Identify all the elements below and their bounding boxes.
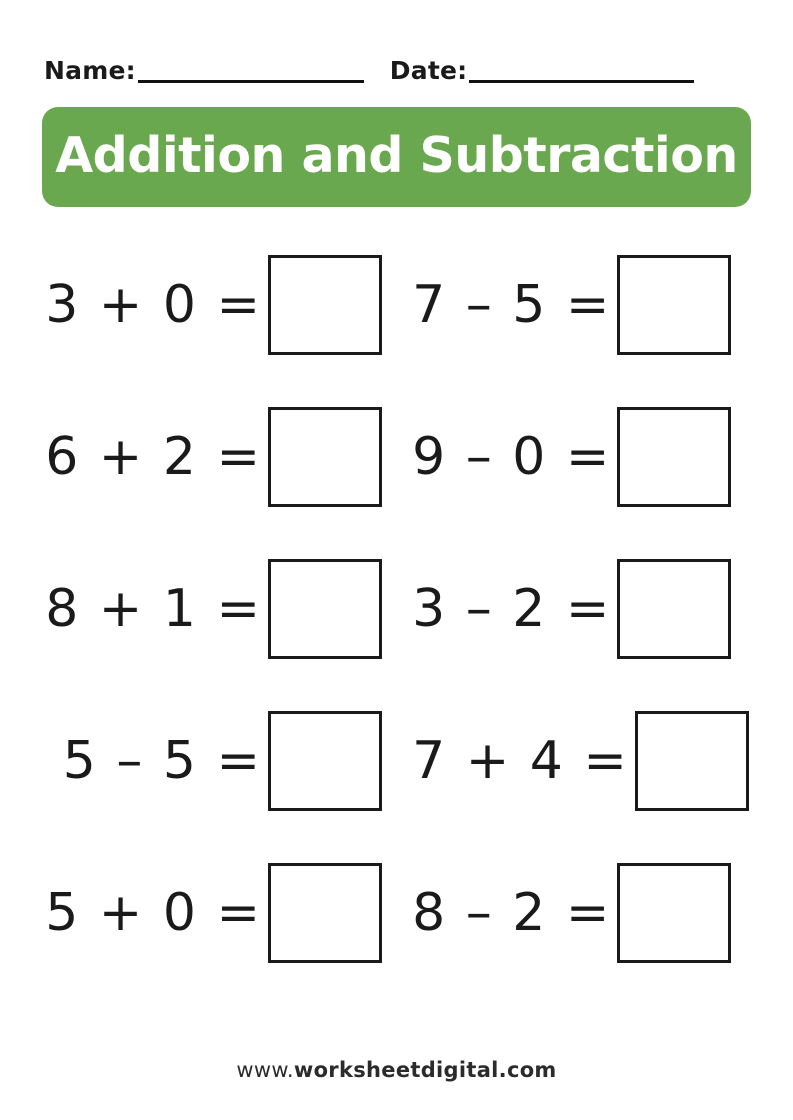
problem-item <box>396 255 749 355</box>
problem-expression: 5 + 0 = <box>45 883 263 943</box>
date-field <box>390 58 695 83</box>
problem-item <box>44 407 396 507</box>
problems-grid <box>0 229 793 989</box>
name-write-line[interactable] <box>138 79 364 83</box>
answer-box[interactable] <box>268 863 382 963</box>
problem-expression: 5 – 5 = <box>62 731 263 791</box>
problem-item <box>396 407 749 507</box>
name-field <box>44 58 364 83</box>
answer-box[interactable] <box>617 407 731 507</box>
problem-expression: 8 – 2 = <box>412 883 612 943</box>
problem-expression: 3 – 2 = <box>412 579 612 639</box>
student-info-row <box>0 0 793 83</box>
footer-url-brand: worksheetdigital.com <box>293 1058 557 1082</box>
answer-box[interactable] <box>635 711 749 811</box>
answer-box[interactable] <box>268 255 382 355</box>
problem-item <box>44 559 396 659</box>
footer-credit <box>0 1058 793 1082</box>
date-label: Date: <box>389 56 468 85</box>
problem-item <box>396 711 749 811</box>
name-label: Name: <box>44 56 136 85</box>
title-banner <box>42 107 751 207</box>
problem-expression: 3 + 0 = <box>45 275 263 335</box>
problem-expression: 6 + 2 = <box>45 427 263 487</box>
problem-item <box>44 711 396 811</box>
problem-expression: 8 + 1 = <box>45 579 263 639</box>
answer-box[interactable] <box>617 255 731 355</box>
problem-item <box>396 863 749 963</box>
answer-box[interactable] <box>617 863 731 963</box>
footer-url-prefix: www. <box>236 1058 294 1082</box>
answer-box[interactable] <box>617 559 731 659</box>
problem-item <box>44 863 396 963</box>
problem-expression: 9 – 0 = <box>412 427 612 487</box>
answer-box[interactable] <box>268 559 382 659</box>
page-title: Addition and Subtraction <box>55 127 738 184</box>
problem-expression: 7 – 5 = <box>412 275 612 335</box>
problem-expression: 7 + 4 = <box>412 731 629 791</box>
problem-item <box>396 559 749 659</box>
answer-box[interactable] <box>268 711 382 811</box>
problem-item <box>44 255 396 355</box>
answer-box[interactable] <box>268 407 382 507</box>
date-write-line[interactable] <box>469 79 694 83</box>
